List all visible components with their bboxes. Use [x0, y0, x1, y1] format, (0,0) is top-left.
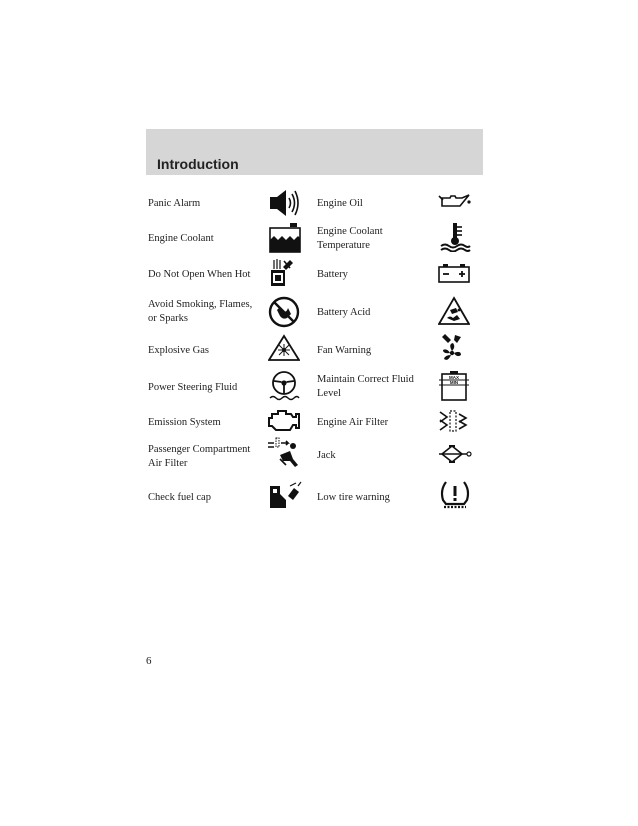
symbol-label-low-tire-warning: Low tire warning: [317, 492, 390, 503]
explosive-gas-icon: [268, 334, 300, 362]
symbol-label-check-fuel-cap: Check fuel cap: [148, 492, 211, 503]
oil-can-icon: [438, 192, 472, 210]
fluid-level-min-text: MIN: [449, 380, 459, 385]
symbol-label-jack: Jack: [317, 450, 336, 461]
symbol-label-engine-coolant: Engine Coolant: [148, 233, 214, 244]
air-filter-icon: [438, 408, 470, 434]
speaker-icon: [268, 188, 300, 218]
page-number: 6: [146, 655, 152, 667]
no-smoking-icon: [268, 296, 300, 328]
symbol-label-passenger-compartment-air-filter: Passenger Compartment Air Filter: [148, 444, 251, 469]
hot-cap-icon: [268, 258, 294, 288]
coolant-reservoir-icon: [268, 222, 302, 254]
steering-wheel-icon: [268, 370, 300, 402]
symbol-label-explosive-gas: Explosive Gas: [148, 345, 209, 356]
symbol-label-engine-oil: Engine Oil: [317, 198, 363, 209]
jack-icon: [438, 444, 472, 464]
section-title: Introduction: [157, 156, 239, 172]
symbol-label-battery: Battery: [317, 269, 348, 280]
fan-icon: [439, 332, 465, 364]
symbol-label-fan-warning: Fan Warning: [317, 345, 372, 356]
symbol-label-avoid-smoking: Avoid Smoking, Flames, or Sparks: [148, 299, 253, 324]
symbol-label-battery-acid: Battery Acid: [317, 307, 371, 318]
symbol-label-power-steering-fluid: Power Steering Fluid: [148, 382, 238, 393]
fluid-level-icon: [438, 370, 470, 402]
symbol-label-emission-system: Emission System: [148, 417, 221, 428]
fluid-level-max-text: MAX: [449, 375, 459, 380]
symbol-label-do-not-open-when-hot: Do Not Open When Hot: [148, 269, 251, 280]
symbol-label-panic-alarm: Panic Alarm: [148, 198, 201, 209]
battery-acid-icon: [438, 296, 470, 326]
cabin-air-filter-icon: [266, 437, 300, 469]
symbol-label-maintain-correct-fluid-level: Maintain Correct Fluid Level: [317, 374, 414, 399]
battery-icon: [438, 262, 470, 284]
symbol-label-engine-air-filter: Engine Air Filter: [317, 417, 389, 428]
engine-icon: [266, 408, 300, 432]
section-header: [146, 129, 483, 175]
fuel-cap-icon: [268, 480, 302, 510]
coolant-temperature-icon: [439, 222, 471, 252]
tire-pressure-icon: [438, 478, 472, 510]
symbol-label-engine-coolant-temperature: Engine Coolant Temperature: [317, 226, 383, 251]
